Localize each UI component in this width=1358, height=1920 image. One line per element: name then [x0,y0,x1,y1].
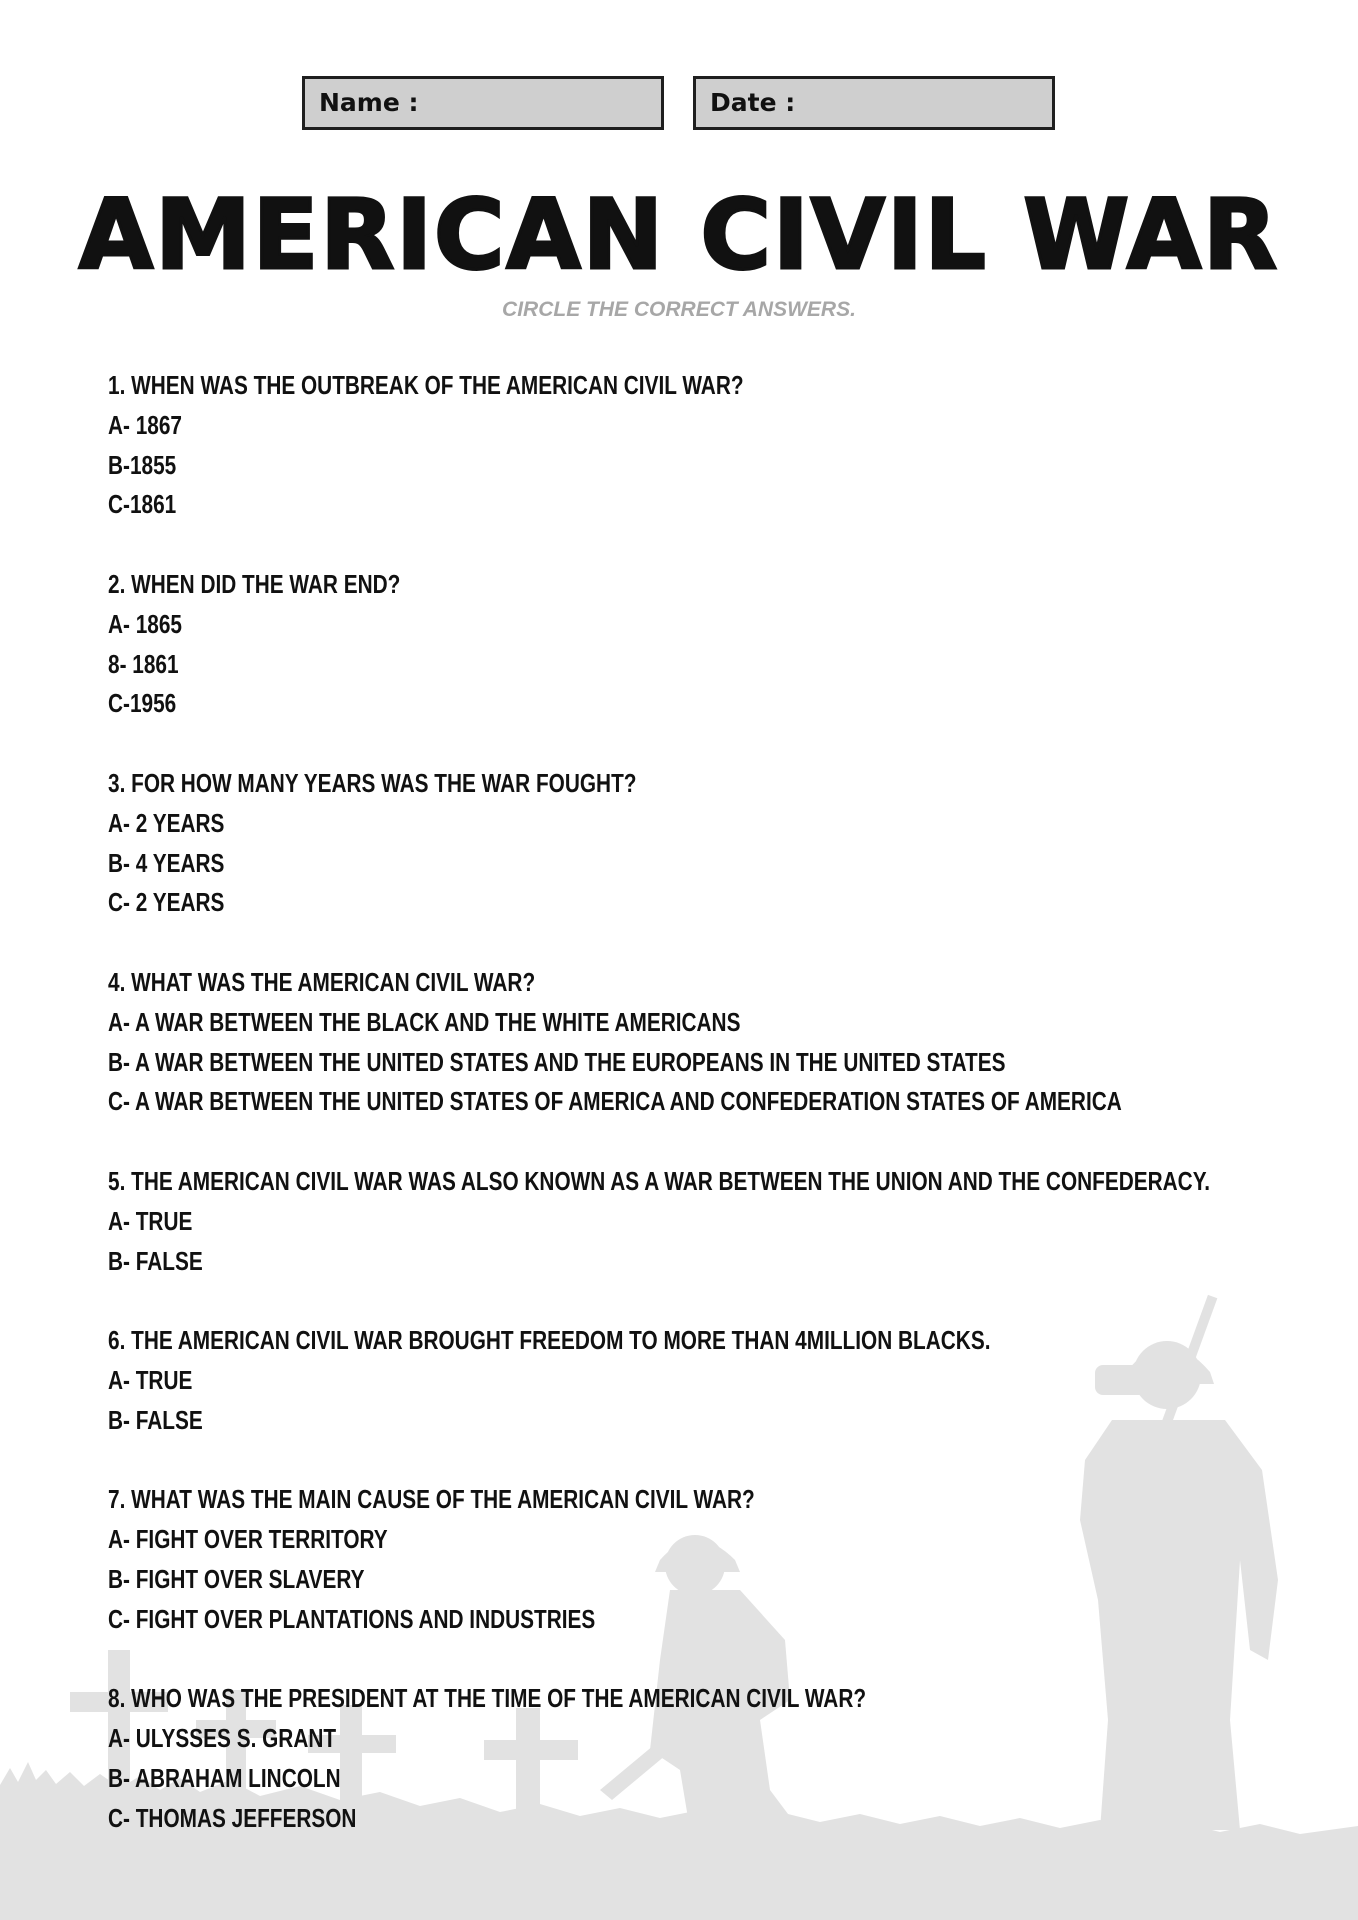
answer-option[interactable]: A- ULYSSES S. GRANT [108,1723,337,1754]
answer-option[interactable]: B-1855 [108,449,177,480]
answer-option[interactable]: C- FIGHT OVER PLANTATIONS AND INDUSTRIES [108,1603,596,1634]
question-block [108,1162,1211,1281]
question-text: 1. WHEN WAS THE OUTBREAK OF THE AMERICAN CIVIL WAR? [108,370,744,400]
date-label: Date : [710,88,796,117]
standing-soldier-body [1080,1420,1278,1830]
question-text: 3. FOR HOW MANY YEARS WAS THE WAR FOUGHT? [108,767,637,798]
answer-option[interactable]: A- 1867 [108,409,182,440]
question-text: 5. THE AMERICAN CIVIL WAR WAS ALSO KNOWN AS A WAR BETWEEN THE UNION AND THE CONFEDERACY. [108,1165,1211,1196]
answer-option[interactable]: B- FIGHT OVER SLAVERY [108,1563,365,1594]
answer-option[interactable]: B- ABRAHAM LINCOLN [108,1762,341,1793]
question-block [108,1480,1052,1639]
answer-option[interactable]: C- THOMAS JEFFERSON [108,1802,357,1833]
answer-option[interactable]: A- A WAR BETWEEN THE BLACK AND THE WHITE AMERICANS [108,1006,741,1037]
answer-option[interactable]: A- TRUE [108,1364,193,1395]
question-block [108,1321,1052,1440]
answer-option[interactable]: A- FIGHT OVER TERRITORY [108,1524,388,1555]
answer-option[interactable]: C-1861 [108,489,177,520]
answer-option[interactable]: A- 2 YEARS [108,807,225,838]
name-label: Name : [319,88,419,117]
answer-option[interactable]: B- 4 YEARS [108,847,225,878]
instructions: CIRCLE THE CORRECT ANSWERS. [502,298,856,321]
name-field[interactable] [302,76,664,130]
question-block [108,963,1122,1122]
answer-option[interactable]: B- FALSE [108,1404,203,1435]
page-title: AMERICAN CIVIL WAR [78,179,1280,291]
question-text: 4. WHAT WAS THE AMERICAN CIVIL WAR? [108,966,536,997]
question-text: 8. WHO WAS THE PRESIDENT AT THE TIME OF THE AMERICAN CIVIL WAR? [108,1683,867,1714]
answer-option[interactable]: B- FALSE [108,1245,203,1276]
answer-option[interactable]: C-1956 [108,688,177,719]
answer-option[interactable]: B- A WAR BETWEEN THE UNITED STATES AND THE EUROPEANS IN THE UNITED STATES [108,1046,1006,1077]
question-block [108,1679,1052,1838]
answer-option[interactable]: C- 2 YEARS [108,887,225,918]
date-field[interactable] [693,76,1055,130]
question-block [108,366,1052,525]
question-block [108,565,1052,724]
answer-option[interactable]: A- 1865 [108,608,182,639]
question-text: 2. WHEN DID THE WAR END? [108,568,401,599]
answer-option[interactable]: C- A WAR BETWEEN THE UNITED STATES OF AMERICA AND CONFEDERATION STATES OF AMERICA [108,1086,1122,1117]
quiz-questions [108,366,1211,1878]
answer-option[interactable]: 8- 1861 [108,648,179,679]
question-text: 6. THE AMERICAN CIVIL WAR BROUGHT FREEDOM TO MORE THAN 4MILLION BLACKS. [108,1325,991,1356]
question-block [108,764,1052,923]
answer-option[interactable]: A- TRUE [108,1205,193,1236]
question-text: 7. WHAT WAS THE MAIN CAUSE OF THE AMERICAN CIVIL WAR? [108,1484,755,1515]
